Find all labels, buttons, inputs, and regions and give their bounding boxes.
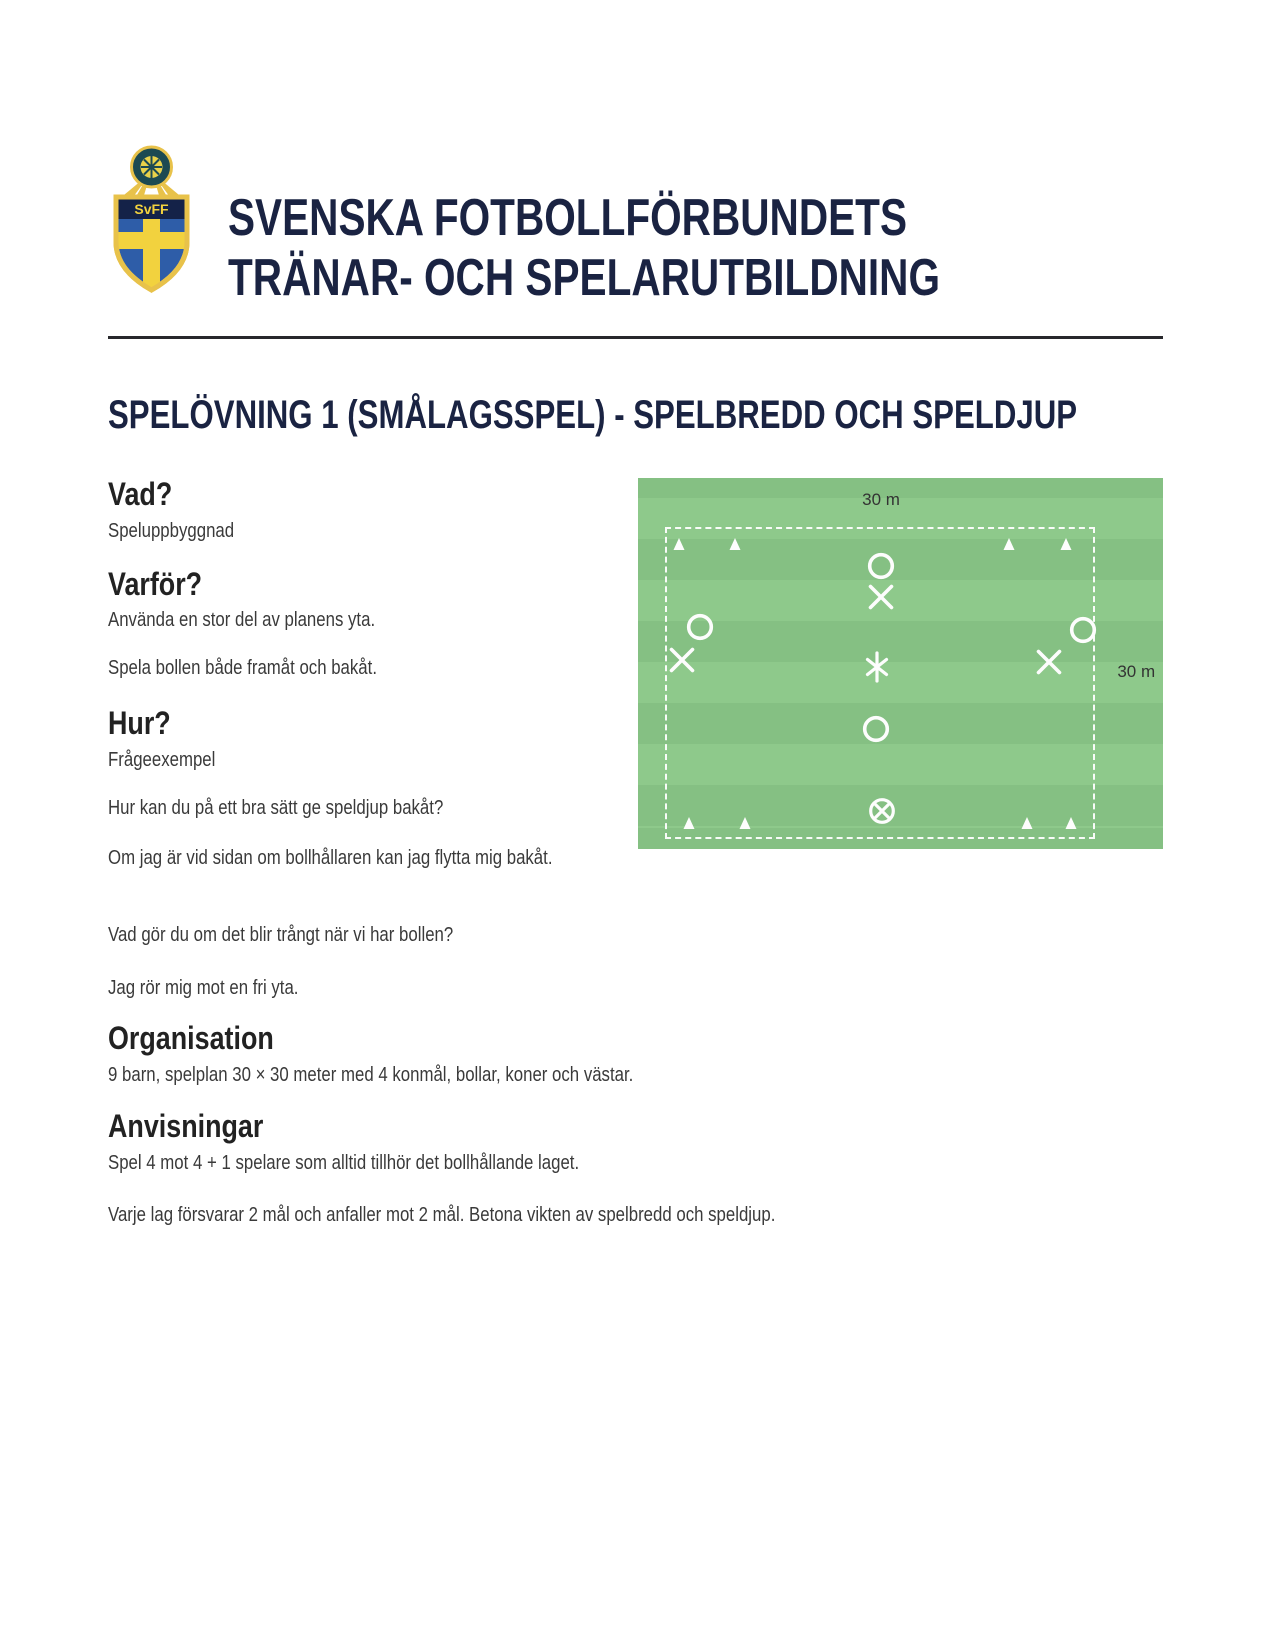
svff-logo xyxy=(108,142,195,294)
paragraph: Vad gör du om det blir trångt när vi har bollen? xyxy=(108,924,454,946)
paragraph: Speluppbyggnad xyxy=(108,520,235,542)
player-marker-circle xyxy=(685,612,715,642)
section-heading-vad: Vad? xyxy=(108,476,173,512)
cone-icon xyxy=(1001,537,1017,551)
player-marker-cross xyxy=(667,645,697,675)
org-name-line2: TRÄNAR- OCH SPELARUTBILDNING xyxy=(228,249,941,307)
svff-crest-icon xyxy=(108,142,195,294)
paragraph: Spel 4 mot 4 + 1 spelare som alltid tillhör det bollhållande laget. xyxy=(108,1152,580,1174)
svff-logo-text: SvFF xyxy=(134,201,169,217)
paragraph: 9 barn, spelplan 30 × 30 meter med 4 konmål, bollar, koner och västar. xyxy=(108,1064,634,1086)
paragraph: Varje lag försvarar 2 mål och anfaller mot 2 mål. Betona vikten av spelbredd och speldjup. xyxy=(108,1204,776,1226)
player-marker-circle-cross xyxy=(867,796,897,826)
player-marker-circle xyxy=(1068,615,1098,645)
section-heading-anvisningar: Anvisningar xyxy=(108,1108,264,1144)
header-divider xyxy=(108,336,1163,339)
paragraph: Jag rör mig mot en fri yta. xyxy=(108,977,299,999)
player-marker-circle xyxy=(866,551,896,581)
paragraph: Frågeexempel xyxy=(108,749,216,771)
player-marker-circle xyxy=(861,714,891,744)
section-heading-hur: Hur? xyxy=(108,705,171,741)
player-marker-star xyxy=(862,651,892,683)
pitch xyxy=(638,478,1163,849)
paragraph: Hur kan du på ett bra sätt ge speldjup bakåt? xyxy=(108,797,444,819)
cone-icon xyxy=(737,816,753,830)
player-marker-cross xyxy=(866,582,896,612)
pitch-width-label-top: 30 m xyxy=(862,489,900,509)
cone-icon xyxy=(727,537,743,551)
paragraph: Spela bollen både framåt och bakåt. xyxy=(108,657,377,679)
org-name-line1: SVENSKA FOTBOLLFÖRBUNDETS xyxy=(228,189,908,247)
cone-icon xyxy=(1063,816,1079,830)
paragraph: Om jag är vid sidan om bollhållaren kan jag flytta mig bakåt. xyxy=(108,847,553,869)
cone-icon xyxy=(681,816,697,830)
cone-icon xyxy=(1019,816,1035,830)
section-heading-organisation: Organisation xyxy=(108,1020,274,1056)
page-title: SPELÖVNING 1 (SMÅLAGSSPEL) - SPELBREDD OCH SPELDJUP xyxy=(108,393,1078,437)
cone-icon xyxy=(1058,537,1074,551)
player-marker-cross xyxy=(1034,647,1064,677)
pitch-width-label-right: 30 m xyxy=(1117,661,1156,681)
paragraph: Använda en stor del av planens yta. xyxy=(108,609,376,631)
cone-icon xyxy=(671,537,687,551)
section-heading-varfor: Varför? xyxy=(108,566,203,602)
